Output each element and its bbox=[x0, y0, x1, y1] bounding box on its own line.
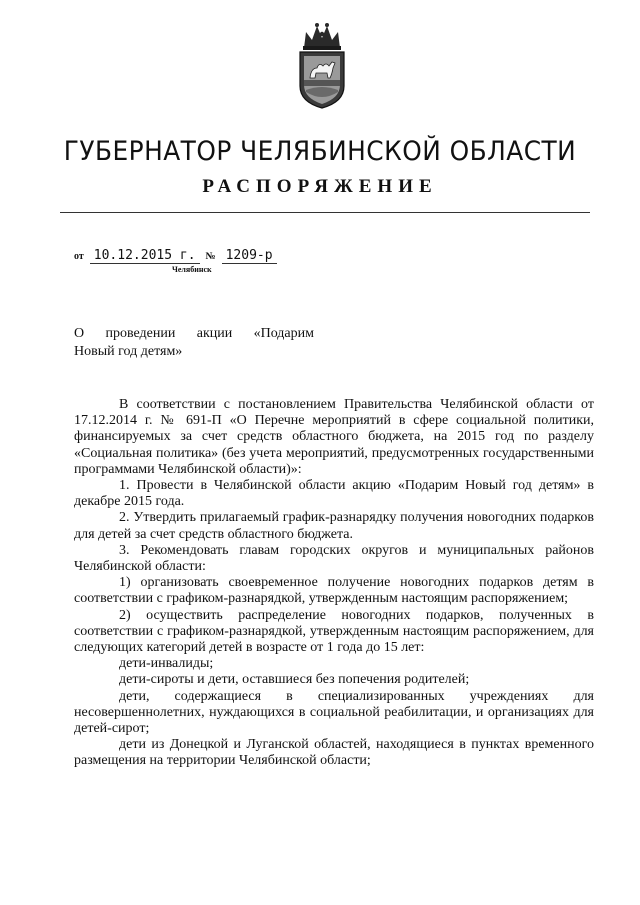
body-paragraph: дети из Донецкой и Луганской областей, находящиеся в пунктах временного размещения на территории Челябинской области; bbox=[74, 737, 594, 769]
governor-title: ГУБЕРНАТОР ЧЕЛЯБИНСКОЙ ОБЛАСТИ bbox=[63, 136, 577, 167]
body-paragraph: 3. Рекомендовать главам городских округов и муниципальных районов Челябинской области: bbox=[74, 542, 594, 575]
body-paragraph: 1) организовать своевременное получение новогодних подарков детям в соответствии с графиком-разнарядкой, утвержденным настоящим распоряжением; bbox=[74, 575, 594, 607]
body-paragraph: В соответствии с постановлением Правительства Челябинской области от 17.12.2014 г. № 691-П «О Перечне мероприятий в сфере социальной политики, финансируемых за счет средств областного бюджета, на 2015 год по разделу «Социальная политика» (без учета мероприятий, предусмотренных государственными программами Челябинской области)»: bbox=[74, 397, 594, 477]
city-label: Челябинск bbox=[172, 265, 212, 274]
body-paragraph: 2. Утвердить прилагаемый график-разнарядку получения новогодних подарков для детей за счет средств областного бюджета. bbox=[74, 510, 594, 542]
number-label: № bbox=[205, 251, 216, 262]
number-value: 1209-р bbox=[222, 248, 277, 264]
body-paragraph: дети, содержащиеся в специализированных учреждениях для несовершеннолетних, нуждающихся в социальной реабилитации, и организациях для детей-сирот; bbox=[74, 688, 594, 737]
subject-line: Новый год детям» bbox=[74, 344, 183, 359]
body-paragraph: 1. Провести в Челябинской области акцию «Подарим Новый год детям» в декабре 2015 года. bbox=[74, 478, 594, 510]
header-divider bbox=[60, 212, 590, 213]
document-body bbox=[74, 397, 594, 770]
coat-of-arms-icon bbox=[290, 18, 354, 110]
body-paragraph: дети-сироты и дети, оставшиеся без попечения родителей; bbox=[119, 672, 470, 688]
document-type: РАСПОРЯЖЕНИЕ bbox=[202, 176, 438, 197]
date-value: 10.12.2015 г. bbox=[90, 248, 200, 264]
registration-line bbox=[74, 248, 280, 264]
document-subject bbox=[74, 325, 314, 361]
body-paragraph: 2) осуществить распределение новогодних подарков, полученных в соответствии с графиком-разнарядкой, утвержденным настоящим распоряжением, для следующих категорий детей в возрасте от 1 года до 15 лет: bbox=[74, 607, 594, 656]
date-label: от bbox=[74, 251, 84, 262]
body-paragraph: дети-инвалиды; bbox=[119, 656, 214, 672]
subject-line: О проведении акции «Подарим bbox=[74, 326, 314, 341]
